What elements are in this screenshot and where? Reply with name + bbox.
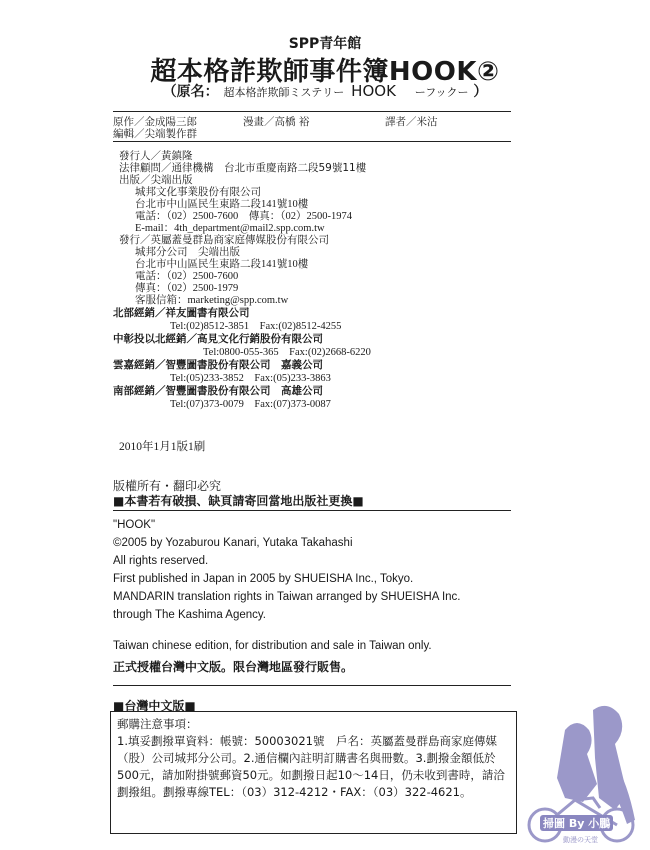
divider <box>113 685 511 686</box>
original-title-close: ） <box>473 84 488 100</box>
publisher-line: 出版／尖端出版 <box>119 174 193 186</box>
publisher-line: 發行人／黃鎮隆 <box>119 150 193 162</box>
divider <box>113 141 511 142</box>
publisher-line: 法律顧問／通律機構 台北市重慶南路二段59號11樓 <box>119 162 367 174</box>
publisher-line: 傳真：（02）2500-1979 <box>135 283 239 294</box>
edition-badge: ■台灣中文版■ <box>113 699 196 713</box>
print-date: 2010年1月1版1刷 <box>119 441 206 453</box>
english-line: MANDARIN translation rights in Taiwan arranged by SHUEISHA Inc. <box>113 591 461 603</box>
divider <box>113 510 511 511</box>
publisher-line: 城邦分公司 尖端出版 <box>135 247 240 258</box>
english-line: Taiwan chinese edition, for distribution and sale in Taiwan only. <box>113 640 432 652</box>
original-title-hook: HOOK <box>351 82 396 100</box>
publisher-line: Tel:(07)373-0079 Fax:(07)373-0087 <box>170 399 331 410</box>
publisher-line: E-mail：4th_department@mail2.spp.com.tw <box>135 223 325 234</box>
book-title: 超本格詐欺師事件簿HOOK② <box>150 57 500 87</box>
english-line: ©2005 by Yozaburou Kanari, Yutaka Takahashi <box>113 537 353 549</box>
taiwan-license-notice: 正式授權台灣中文版。限台灣地區發行販售。 <box>113 660 354 674</box>
english-line: "HOOK" <box>113 519 156 531</box>
mail-order-body: 1.填妥劃撥單資料：帳號：50003021號 戶名：英屬蓋曼群島商家庭傳媒（股）公司城邦分公司。2.通信欄內註明訂購書名與冊數。3.劃撥金額低於500元，請加附掛號郵資50元。如劃撥日起10～14日，仍未收到書時，請洽劃撥組。劃撥專線TEL：（03）312-4212・FAX：（03）322-4621。 <box>117 734 505 799</box>
original-title-jp: 超本格詐欺師ミステリー <box>223 86 345 99</box>
publisher-line: 南部經銷／智豐圖書股份有限公司 高雄公司 <box>113 385 323 397</box>
publisher-line: Tel:0800-055-365 Fax:(02)2668-6220 <box>203 347 371 358</box>
series-label: SPP青年館 <box>288 36 362 52</box>
credit-original-author: 原作／金成陽三郎 <box>113 116 197 128</box>
mail-order-heading: 郵購注意事項： <box>117 717 198 731</box>
publisher-line: Tel:(02)8512-3851 Fax:(02)8512-4255 <box>170 321 342 332</box>
watermark-text: 掃圖 By 小鵬 <box>540 815 613 831</box>
publisher-line: 中彰投以北經銷／高見文化行銷股份有限公司 <box>113 333 323 345</box>
original-title <box>0 81 650 101</box>
english-line: through The Kashima Agency. <box>113 609 267 621</box>
watermark-subtext: 動漫の天堂 <box>563 836 598 844</box>
mail-order-box <box>110 711 517 834</box>
damage-notice: ■本書若有破損、缺頁請寄回當地出版社更換■ <box>113 494 364 508</box>
rights-notice: 版權所有・翻印必究 <box>113 479 222 493</box>
english-line: All rights reserved. <box>113 555 209 567</box>
publisher-line: 客服信箱：marketing@spp.com.tw <box>135 295 289 306</box>
publisher-line: Tel:(05)233-3852 Fax:(05)233-3863 <box>170 373 331 384</box>
credit-translator: 譯者／米沽 <box>385 116 438 128</box>
original-title-sub: ーフックー <box>414 86 469 99</box>
publisher-line: 台北市中山區民生東路二段141號10樓 <box>135 199 309 210</box>
english-line: First published in Japan in 2005 by SHUEISHA Inc., Tokyo. <box>113 573 414 585</box>
publisher-line: 雲嘉經銷／智豐圖書股份有限公司 嘉義公司 <box>113 359 323 371</box>
divider <box>113 111 511 112</box>
publisher-line: 發行／英屬蓋曼群島商家庭傳媒股份有限公司 <box>119 234 329 246</box>
credit-manga: 漫畫／高橋 裕 <box>243 116 310 128</box>
publisher-line: 電話：（02）2500-7600 <box>135 271 239 282</box>
publisher-line: 電話：（02）2500-7600 傳真：（02）2500-1974 <box>135 211 352 222</box>
original-title-label: （原名： <box>162 84 219 100</box>
publisher-line: 北部經銷／祥友圖書有限公司 <box>113 307 250 319</box>
credit-editor: 編輯／尖端製作群 <box>113 128 197 140</box>
publisher-line: 城邦文化事業股份有限公司 <box>135 187 261 198</box>
publisher-line: 台北市中山區民生東路二段141號10樓 <box>135 259 309 270</box>
